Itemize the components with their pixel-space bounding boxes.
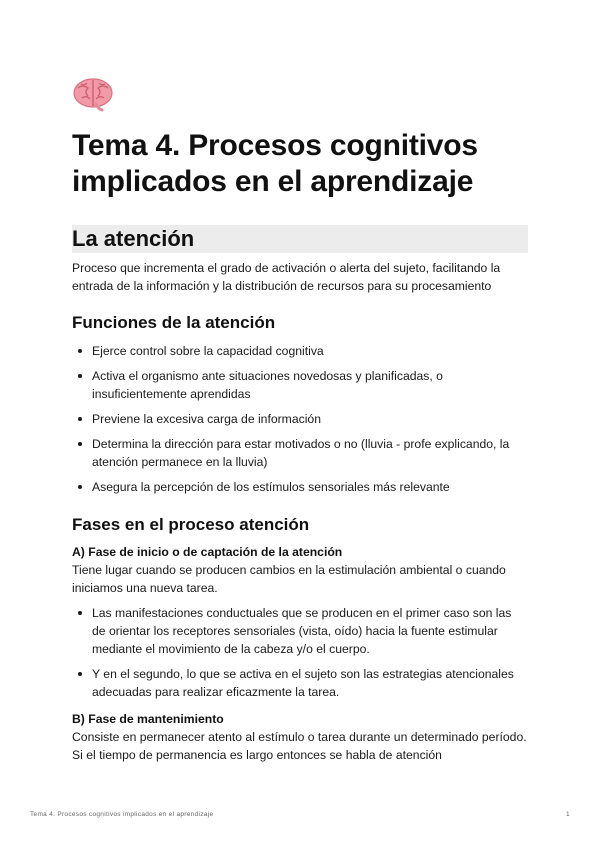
fase-b-text: Consiste en permanecer atento al estímulo o tarea durante un determinado período. Si el tiempo de permanencia es largo entonces se habla de atención — [72, 730, 527, 762]
funciones-heading: Funciones de la atención — [72, 313, 276, 332]
page-number: 1 — [566, 811, 570, 818]
list-item: Activa el organismo ante situaciones novedosas y planificadas, o insuficientemente aprendidas — [72, 367, 528, 403]
section-heading: La atención — [72, 226, 195, 251]
list-item: Determina la dirección para estar motivados o no (lluvia - profe explicando, la atención permanece en la lluvia) — [72, 435, 528, 471]
fase-a-text: Tiene lugar cuando se producen cambios en la estimulación ambiental o cuando iniciamos una nueva tarea. — [72, 563, 506, 595]
list-item: Asegura la percepción de los estímulos sensoriales más relevante — [72, 478, 528, 496]
list-item: Previene la excesiva carga de información — [72, 410, 528, 428]
list-item: Las manifestaciones conductuales que se producen en el primer caso son las de orientar los receptores sensoriales (vista, oído) hacia la fuente estimular mediante el movimiento de la cabeza y/o el cuerpo. — [72, 604, 528, 658]
section-heading-box — [72, 225, 528, 253]
list-item: Ejerce control sobre la capacidad cognitiva — [72, 342, 528, 360]
list-item: Y en el segundo, lo que se activa en el sujeto son las estrategias atencionales adecuadas para realizar eficazmente la tarea. — [72, 665, 528, 701]
funciones-list — [72, 342, 528, 496]
page-title: Tema 4. Procesos cognitivos implicados en el aprendizaje — [72, 129, 478, 198]
fases-heading: Fases en el proceso atención — [72, 515, 310, 534]
fase-a-heading: A) Fase de inicio o de captación de la atención — [72, 545, 343, 559]
fase-b-heading: B) Fase de mantenimiento — [72, 712, 224, 726]
footer-title: Tema 4. Procesos cognitivos implicados en el aprendizaje — [30, 811, 214, 818]
section-intro: Proceso que incrementa el grado de activación o alerta del sujeto, facilitando la entrada de la información y la distribución de recursos para su procesamiento — [72, 261, 501, 293]
fase-a-list — [72, 604, 528, 701]
brain-icon — [72, 76, 114, 112]
